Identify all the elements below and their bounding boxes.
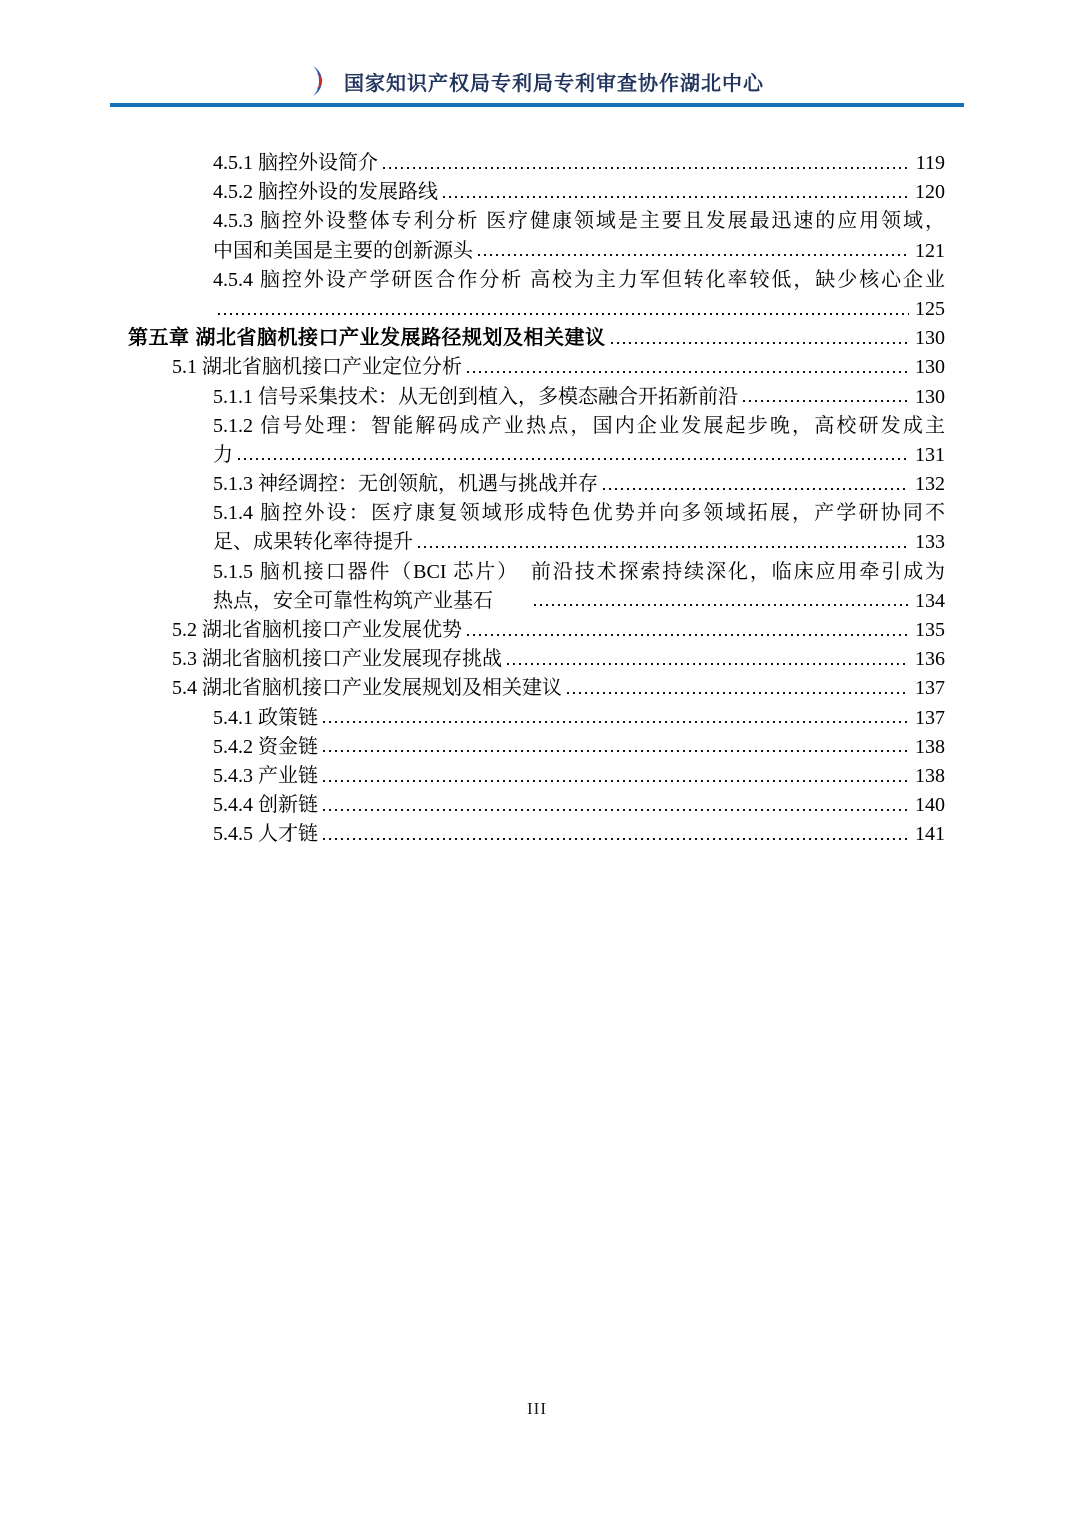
dot-leader [323, 808, 909, 811]
toc-page-number: 141 [915, 823, 945, 846]
dot-leader [507, 662, 909, 665]
toc-entry-text: 5.2 湖北省脑机接口产业发展优势 [172, 619, 462, 641]
toc-row[interactable] [128, 791, 945, 820]
toc-row[interactable] [128, 295, 945, 324]
toc-page-number: 137 [915, 677, 945, 700]
toc-entry-text: 中国和美国是主要的创新源头 [213, 239, 473, 262]
toc-row[interactable] [128, 237, 945, 266]
toc-row[interactable] [128, 674, 945, 703]
toc-page-number: 135 [915, 619, 945, 641]
dot-leader [467, 370, 909, 373]
org-name: 国家知识产权局专利局专利审查协作湖北中心 [344, 72, 764, 95]
dot-leader [611, 341, 909, 344]
toc-entry-text: 5.1.5 脑机接口器件（BCI 芯片） 前沿技术探索持续深化，临床应用牵引成为 [213, 560, 945, 583]
toc-row[interactable] [128, 762, 945, 791]
toc-entry-text: 5.4.1 政策链 [213, 706, 318, 729]
toc-page-number: 134 [915, 589, 945, 612]
toc-row[interactable] [128, 178, 945, 207]
toc-list [128, 149, 945, 850]
dot-leader [323, 837, 909, 840]
toc-entry-text: 4.5.4 脑控外设产学研医合作分析 高校为主力军但转化率较低，缺少核心企业 [213, 268, 945, 291]
toc-entry-text: 4.5.1 脑控外设简介 [213, 152, 378, 174]
toc-row[interactable] [128, 266, 945, 295]
toc-page-number: 121 [915, 239, 945, 262]
toc-page-number: 138 [915, 735, 945, 758]
toc-entry-text: 4.5.2 脑控外设的发展路线 [213, 181, 438, 204]
footer-page-number: III [527, 1399, 547, 1418]
dot-leader [478, 254, 909, 257]
toc-row[interactable] [128, 616, 945, 645]
toc-row[interactable] [128, 207, 945, 236]
header-divider [110, 103, 964, 107]
toc-row[interactable] [128, 441, 945, 470]
toc-entry-text: 5.1 湖北省脑机接口产业定位分析 [172, 356, 462, 379]
toc-row[interactable] [128, 528, 945, 557]
dot-leader [323, 721, 909, 724]
toc-entry-text: 5.3 湖北省脑机接口产业发展现存挑战 [172, 648, 502, 671]
toc-entry-text: 5.4.5 人才链 [213, 823, 318, 846]
dot-leader [323, 779, 909, 782]
toc-entry-text: 5.1.4 脑控外设：医疗康复领域形成特色优势并向多领域拓展，产学研协同不 [213, 502, 945, 525]
toc-row[interactable] [128, 149, 945, 178]
dot-leader [218, 312, 909, 315]
toc-entry-text: 第五章 湖北省脑机接口产业发展路径规划及相关建议 [128, 327, 606, 350]
toc-row[interactable] [128, 412, 945, 441]
toc-page-number: 132 [915, 473, 945, 496]
toc-entry-text: 5.1.1 信号采集技术：从无创到植入，多模态融合开拓新前沿 [213, 385, 738, 408]
toc-page-number: 140 [915, 794, 945, 817]
toc-page-number: 130 [915, 327, 945, 350]
toc-page-number: 130 [915, 356, 945, 379]
toc-page-number: 133 [915, 531, 945, 554]
toc-entry-text: 足、成果转化率待提升 [213, 531, 413, 554]
toc-row[interactable] [128, 820, 945, 849]
toc-entry-text: 5.4.4 创新链 [213, 794, 318, 817]
toc-page-number: 138 [915, 764, 945, 787]
dot-leader [383, 166, 910, 169]
dot-leader [443, 195, 909, 198]
toc-entry-text: 5.1.2 信号处理：智能解码成产业热点，国内企业发展起步晚，高校研发成主 [213, 414, 945, 437]
dot-leader [323, 750, 909, 753]
toc-entry-text: 热点，安全可靠性构筑产业基石 [213, 589, 493, 612]
toc-entry-text: 力 [213, 443, 233, 466]
toc-row[interactable] [128, 383, 945, 412]
toc-entry-text: 5.1.3 神经调控：无创领航，机遇与挑战并存 [213, 473, 598, 496]
toc-entry-text: 4.5.3 脑控外设整体专利分析 医疗健康领域是主要且发展最迅速的应用领域， [213, 210, 945, 233]
dot-leader [238, 458, 909, 461]
toc-row[interactable] [128, 470, 945, 499]
toc-page-number: 130 [915, 385, 945, 408]
toc-row[interactable] [128, 324, 945, 353]
toc-page-number: 137 [915, 706, 945, 729]
toc-row[interactable] [128, 353, 945, 382]
toc-row[interactable] [128, 645, 945, 674]
toc-page-number: 120 [915, 181, 945, 204]
toc-page-number: 136 [915, 648, 945, 671]
dot-leader [603, 487, 909, 490]
toc-entry-text: 5.4 湖北省脑机接口产业发展规划及相关建议 [172, 677, 562, 700]
dot-leader [467, 633, 909, 636]
toc-row[interactable] [128, 733, 945, 762]
toc-row[interactable] [128, 558, 945, 587]
toc-row[interactable] [128, 587, 945, 616]
toc-row[interactable] [128, 704, 945, 733]
org-logo-icon [310, 66, 331, 96]
toc-page-number: 131 [915, 443, 945, 466]
toc-page-number: 119 [915, 152, 945, 174]
dot-leader [418, 545, 909, 548]
toc-page-number: 125 [915, 297, 945, 320]
toc-entry-text: 5.4.3 产业链 [213, 764, 318, 787]
toc-row[interactable] [128, 499, 945, 528]
dot-leader [743, 400, 909, 403]
dot-leader [567, 691, 909, 694]
toc-entry-text: 5.4.2 资金链 [213, 735, 318, 758]
dot-leader [534, 604, 909, 607]
page-header [0, 66, 1074, 96]
